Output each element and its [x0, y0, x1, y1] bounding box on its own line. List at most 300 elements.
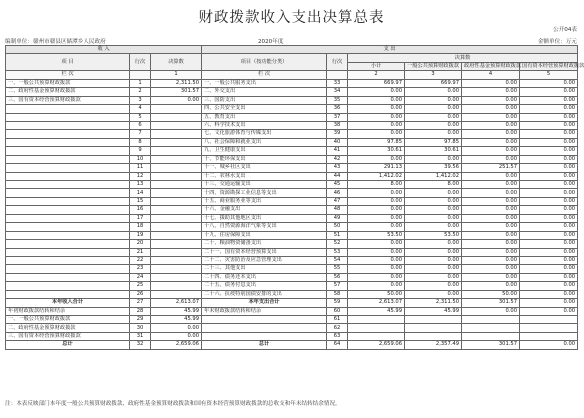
income-amount-cell: 0.00 — [151, 332, 202, 340]
expenditure-seq-cell: 54 — [327, 256, 348, 264]
general-budget-cell: 45.99 — [405, 307, 462, 315]
expenditure-seq-cell: 38 — [327, 121, 348, 129]
table-row — [6, 316, 578, 324]
general-budget-cell: 0.00 — [405, 189, 462, 197]
income-seq-cell: 32 — [130, 341, 151, 349]
state-capital-cell: 0.00 — [520, 214, 578, 222]
subtotal-cell: 0.00 — [348, 96, 405, 104]
col-number-1: 1 — [151, 71, 202, 79]
table-row — [6, 273, 578, 281]
expenditure-item-cell: 二十五、债务付息支出 — [202, 282, 327, 290]
gov-fund-cell: 50.00 — [462, 290, 520, 298]
state-capital-cell: 0.00 — [520, 231, 578, 239]
gov-fund-cell: 0.00 — [462, 256, 520, 264]
state-capital-cell: 0.00 — [520, 265, 578, 273]
subtotal-cell: 669.97 — [348, 79, 405, 87]
subtotal-cell: 0.00 — [348, 240, 405, 248]
income-seq-cell: 27 — [130, 299, 151, 307]
table-row — [6, 265, 578, 273]
expenditure-item-cell: 十二、农林水支出 — [202, 172, 327, 180]
income-amount-cell — [151, 273, 202, 281]
income-amount-cell: 45.99 — [151, 307, 202, 315]
gov-fund-cell: 0.00 — [462, 197, 520, 205]
state-capital-cell: 0.00 — [520, 248, 578, 256]
expenditure-seq-cell: 43 — [327, 164, 348, 172]
general-budget-cell: 39.56 — [405, 164, 462, 172]
general-budget-cell: 0.00 — [405, 197, 462, 205]
income-seq-cell: 9 — [130, 147, 151, 155]
income-seq-cell: 12 — [130, 172, 151, 180]
expenditure-item-cell: 四、公共安全支出 — [202, 105, 327, 113]
income-seq-cell: 5 — [130, 113, 151, 121]
subtotal-cell — [348, 332, 405, 340]
state-capital-cell — [520, 324, 578, 332]
amount-unit: 金额单位：万元 — [537, 39, 577, 45]
table-row — [6, 181, 578, 189]
table-row — [6, 299, 578, 307]
gov-fund-cell: 0.00 — [462, 214, 520, 222]
income-amount-cell: 2,311.50 — [151, 79, 202, 87]
income-amount-cell — [151, 214, 202, 222]
income-item-cell — [6, 197, 130, 205]
income-seq-cell: 7 — [130, 130, 151, 138]
gov-fund-cell: 0.00 — [462, 223, 520, 231]
income-amount-cell — [151, 282, 202, 290]
income-item-cell: 年初财政拨款结转和结余 — [6, 307, 130, 315]
income-item-cell — [6, 273, 130, 281]
income-amount-cell — [151, 223, 202, 231]
general-budget-cell: 0.00 — [405, 130, 462, 138]
gov-fund-cell: 0.00 — [462, 265, 520, 273]
income-item-cell — [6, 121, 130, 129]
expenditure-seq-cell: 48 — [327, 206, 348, 214]
table-row — [6, 147, 578, 155]
table-row — [6, 290, 578, 298]
expenditure-item-cell: 年末财政拨款结转和结余 — [202, 307, 327, 315]
income-amount-cell — [151, 147, 202, 155]
income-seq-cell: 10 — [130, 155, 151, 163]
subtotal-cell — [348, 324, 405, 332]
expenditure-item-cell: 五、教育支出 — [202, 113, 327, 121]
general-budget-cell — [405, 316, 462, 324]
table-row — [6, 256, 578, 264]
state-capital-cell: 0.00 — [520, 130, 578, 138]
subtotal-cell: 0.00 — [348, 121, 405, 129]
table-row — [6, 138, 578, 146]
expenditure-item-cell: 二十六、抗疫特别国债安排的支出 — [202, 290, 327, 298]
gov-fund-cell: 0.00 — [462, 96, 520, 104]
income-item-cell — [6, 240, 130, 248]
gov-fund-cell: 0.00 — [462, 240, 520, 248]
income-item-cell — [6, 214, 130, 222]
subtotal-cell: 53.50 — [348, 231, 405, 239]
fiscal-year: 2020年度 — [258, 39, 284, 45]
general-budget-cell: 0.00 — [405, 223, 462, 231]
expenditure-seq-cell: 61 — [327, 316, 348, 324]
expenditure-seq-cell: 51 — [327, 231, 348, 239]
gov-fund-cell — [462, 332, 520, 340]
general-budget-cell: 0.00 — [405, 290, 462, 298]
income-seq-cell: 11 — [130, 164, 151, 172]
expenditure-seq-cell: 42 — [327, 155, 348, 163]
state-capital-cell: 0.00 — [520, 155, 578, 163]
expenditure-item-cell: 十三、交通运输支出 — [202, 181, 327, 189]
income-item-cell — [6, 164, 130, 172]
table-row — [6, 79, 578, 87]
income-seq-cell: 6 — [130, 121, 151, 129]
expenditure-item-cell: 七、文化旅游体育与传媒支出 — [202, 130, 327, 138]
general-budget-cell: 669.97 — [405, 79, 462, 87]
expenditure-seq-cell: 33 — [327, 79, 348, 87]
expenditure-item-cell: 十七、援助其他地区支出 — [202, 214, 327, 222]
state-capital-cell: 0.00 — [520, 147, 578, 155]
gov-fund-cell: 251.57 — [462, 164, 520, 172]
income-item-cell — [6, 265, 130, 273]
expenditure-seq-cell: 36 — [327, 105, 348, 113]
footnote: 注：本表反映部门本年度一般公共预算财政拨款、政府性基金预算财政拨款和国有资本经营预算财政拨款的总收支和年末结转结余情况。 — [5, 401, 341, 407]
income-item-cell: 三、国有资本经营预算财政拨款 — [6, 96, 130, 104]
expenditure-seq-cell: 37 — [327, 113, 348, 121]
expenditure-seq-cell: 47 — [327, 197, 348, 205]
income-amount-cell — [151, 189, 202, 197]
col-label-right: 栏 次 — [202, 71, 327, 79]
income-item-cell: 总计 — [6, 341, 130, 349]
table-row — [6, 206, 578, 214]
expenditure-item-cell: 六、科学技术支出 — [202, 121, 327, 129]
expenditure-item-cell: 一、一般公共服务支出 — [202, 79, 327, 87]
gov-fund-cell: 0.00 — [462, 307, 520, 315]
income-seq-cell: 26 — [130, 290, 151, 298]
state-capital-cell: 0.00 — [520, 282, 578, 290]
income-seq-cell: 29 — [130, 316, 151, 324]
income-item-cell — [6, 155, 130, 163]
gov-fund-cell — [462, 316, 520, 324]
income-seq-cell: 24 — [130, 273, 151, 281]
general-budget-cell: 0.00 — [405, 256, 462, 264]
expenditure-seq-cell: 59 — [327, 299, 348, 307]
expenditure-seq-cell: 63 — [327, 332, 348, 340]
income-seq-cell: 4 — [130, 105, 151, 113]
income-seq-cell: 13 — [130, 181, 151, 189]
gov-fund-cell: 0.00 — [462, 155, 520, 163]
expenditure-item-cell: 十六、金融支出 — [202, 206, 327, 214]
income-amount-cell — [151, 240, 202, 248]
subtotal-cell: 0.00 — [348, 248, 405, 256]
income-seq-header: 行次 — [130, 54, 151, 71]
gov-fund-cell: 0.00 — [462, 88, 520, 96]
subtotal-header: 小计 — [348, 62, 405, 70]
expenditure-item-cell: 十五、商业服务业等支出 — [202, 197, 327, 205]
expenditure-seq-cell: 62 — [327, 324, 348, 332]
table-row — [6, 223, 578, 231]
gov-fund-cell: 0.00 — [462, 138, 520, 146]
table-row — [6, 231, 578, 239]
gov-fund-cell: 0.00 — [462, 130, 520, 138]
income-item-cell — [6, 206, 130, 214]
expenditure-seq-cell: 44 — [327, 172, 348, 180]
state-capital-cell: 0.00 — [520, 223, 578, 231]
income-item-cell: 二、政府性基金预算财政拨款 — [6, 324, 130, 332]
general-budget-cell: 0.00 — [405, 88, 462, 96]
expenditure-item-cell: 十一、城乡社区支出 — [202, 164, 327, 172]
income-amount-cell — [151, 113, 202, 121]
table-row — [6, 88, 578, 96]
expenditure-section-header: 支 出 — [202, 46, 578, 54]
subtotal-cell: 0.00 — [348, 189, 405, 197]
income-seq-cell: 2 — [130, 88, 151, 96]
income-seq-cell: 23 — [130, 265, 151, 273]
expenditure-item-cell: 三、国防支出 — [202, 96, 327, 104]
general-budget-cell: 0.00 — [405, 282, 462, 290]
subtotal-cell — [348, 316, 405, 324]
col-number-5: 5 — [520, 71, 578, 79]
expenditure-seq-cell: 41 — [327, 147, 348, 155]
expenditure-item-cell: 二十、粮油物资储备支出 — [202, 240, 327, 248]
expenditure-item-cell: 十四、资源勘探工业信息等支出 — [202, 189, 327, 197]
general-budget-cell: 0.00 — [405, 265, 462, 273]
state-capital-cell: 0.00 — [520, 138, 578, 146]
expenditure-item-cell: 二十四、债务还本支出 — [202, 273, 327, 281]
general-budget-header: 一般公共预算财政拨款 — [405, 62, 462, 70]
expenditure-item-header: 项目（按功能分类） — [202, 54, 327, 71]
table-row — [6, 96, 578, 104]
expenditure-item-cell: 二十二、灾害防治及应急管理支出 — [202, 256, 327, 264]
expenditure-seq-cell: 60 — [327, 307, 348, 315]
subtotal-cell: 97.85 — [348, 138, 405, 146]
state-capital-cell: 0.00 — [520, 113, 578, 121]
income-amount-cell: 0.00 — [151, 96, 202, 104]
income-amount-cell — [151, 256, 202, 264]
table-row — [6, 307, 578, 315]
income-seq-cell: 8 — [130, 138, 151, 146]
expenditure-seq-cell: 58 — [327, 290, 348, 298]
general-budget-cell — [405, 324, 462, 332]
state-capital-cell: 0.00 — [520, 299, 578, 307]
state-capital-cell: 0.00 — [520, 273, 578, 281]
income-amount-cell — [151, 172, 202, 180]
gov-fund-cell: 0.00 — [462, 147, 520, 155]
expenditure-item-cell: 十九、住房保障支出 — [202, 231, 327, 239]
table-row — [6, 332, 578, 340]
income-item-cell — [6, 147, 130, 155]
table-row — [6, 155, 578, 163]
income-amount-cell: 2,613.07 — [151, 299, 202, 307]
income-amount-cell — [151, 105, 202, 113]
income-amount-cell — [151, 265, 202, 273]
gov-fund-cell: 0.00 — [462, 113, 520, 121]
income-amount-cell — [151, 197, 202, 205]
income-item-cell — [6, 113, 130, 121]
gov-fund-cell: 301.57 — [462, 299, 520, 307]
income-seq-cell: 21 — [130, 248, 151, 256]
income-amount-cell — [151, 121, 202, 129]
general-budget-cell: 0.00 — [405, 96, 462, 104]
income-item-cell — [6, 130, 130, 138]
income-item-cell: 二、政府性基金预算财政拨款 — [6, 88, 130, 96]
expenditure-item-cell: 十、节能环保支出 — [202, 155, 327, 163]
table-row — [6, 164, 578, 172]
income-seq-cell: 3 — [130, 96, 151, 104]
table-row — [6, 121, 578, 129]
general-budget-cell: 0.00 — [405, 248, 462, 256]
income-item-header: 项 目 — [6, 54, 130, 71]
report-title: 财政拨款收入支出决算总表 — [198, 10, 385, 26]
general-budget-cell: 8.00 — [405, 181, 462, 189]
income-amount-cell — [151, 290, 202, 298]
general-budget-cell: 97.85 — [405, 138, 462, 146]
expenditure-item-cell: 九、卫生健康支出 — [202, 147, 327, 155]
state-capital-cell: 0.00 — [520, 197, 578, 205]
subtotal-cell: 0.00 — [348, 130, 405, 138]
expenditure-item-cell: 本年支出合计 — [202, 299, 327, 307]
income-item-cell — [6, 105, 130, 113]
subtotal-cell: 0.00 — [348, 282, 405, 290]
income-amount-cell: 2,659.06 — [151, 341, 202, 349]
expenditure-seq-cell: 39 — [327, 130, 348, 138]
table-row — [6, 214, 578, 222]
col-number-2: 2 — [348, 71, 405, 79]
expenditure-seq-cell: 35 — [327, 96, 348, 104]
income-item-cell — [6, 223, 130, 231]
income-amount-cell — [151, 138, 202, 146]
state-capital-cell: 0.00 — [520, 341, 578, 349]
income-amount-cell — [151, 155, 202, 163]
income-seq-cell: 19 — [130, 231, 151, 239]
income-item-cell — [6, 189, 130, 197]
income-amount-cell: 0.00 — [151, 324, 202, 332]
table-row — [6, 240, 578, 248]
expenditure-item-cell: 总计 — [202, 341, 327, 349]
state-capital-cell: 0.00 — [520, 121, 578, 129]
table-row — [6, 248, 578, 256]
expenditure-seq-header: 行次 — [327, 54, 348, 71]
subtotal-cell: 0.00 — [348, 206, 405, 214]
expenditure-seq-cell: 34 — [327, 88, 348, 96]
expenditure-seq-cell: 52 — [327, 240, 348, 248]
income-item-cell — [6, 248, 130, 256]
state-capital-cell: 0.00 — [520, 189, 578, 197]
state-capital-cell: 0.00 — [520, 307, 578, 315]
income-seq-cell: 22 — [130, 256, 151, 264]
subtotal-cell: 0.00 — [348, 214, 405, 222]
state-capital-cell: 0.00 — [520, 172, 578, 180]
expenditure-seq-cell: 49 — [327, 214, 348, 222]
income-amount-cell — [151, 206, 202, 214]
income-amount-cell — [151, 164, 202, 172]
expenditure-seq-cell: 53 — [327, 248, 348, 256]
state-capital-cell: 0.00 — [520, 206, 578, 214]
expenditure-item-cell: 二十三、其他支出 — [202, 265, 327, 273]
table-row — [6, 172, 578, 180]
form-code: 公开04表 — [553, 27, 577, 33]
gov-fund-cell: 0.00 — [462, 172, 520, 180]
general-budget-cell: 0.00 — [405, 206, 462, 214]
subtotal-cell: 291.13 — [348, 164, 405, 172]
budget-summary-table — [5, 45, 584, 350]
expenditure-seq-cell: 46 — [327, 189, 348, 197]
state-capital-cell — [520, 316, 578, 324]
income-section-header: 收 入 — [6, 46, 202, 54]
income-item-cell: 一、一般公共预算财政拨款 — [6, 79, 130, 87]
income-seq-cell: 14 — [130, 189, 151, 197]
subtotal-cell: 1,412.02 — [348, 172, 405, 180]
income-item-cell: 三、国有资本经营预算财政拨款 — [6, 332, 130, 340]
table-row — [6, 341, 578, 349]
gov-fund-cell: 0.00 — [462, 282, 520, 290]
general-budget-cell: 0.00 — [405, 155, 462, 163]
gov-fund-cell: 0.00 — [462, 121, 520, 129]
general-budget-cell: 0.00 — [405, 214, 462, 222]
state-capital-cell: 0.00 — [520, 240, 578, 248]
expenditure-item-cell — [202, 316, 327, 324]
subtotal-cell: 0.00 — [348, 88, 405, 96]
income-seq-cell: 20 — [130, 240, 151, 248]
expenditure-seq-cell: 45 — [327, 181, 348, 189]
income-amount-cell — [151, 248, 202, 256]
gov-fund-cell: 301.57 — [462, 341, 520, 349]
expenditure-item-cell — [202, 332, 327, 340]
subtotal-cell: 30.61 — [348, 147, 405, 155]
income-seq-cell: 18 — [130, 223, 151, 231]
subtotal-cell: 0.00 — [348, 113, 405, 121]
gov-fund-cell — [462, 324, 520, 332]
subtotal-cell: 0.00 — [348, 273, 405, 281]
table-row — [6, 130, 578, 138]
subtotal-cell: 0.00 — [348, 197, 405, 205]
general-budget-cell: 0.00 — [405, 113, 462, 121]
subtotal-cell: 0.00 — [348, 105, 405, 113]
table-row — [6, 324, 578, 332]
general-budget-cell: 2,311.50 — [405, 299, 462, 307]
income-item-cell — [6, 181, 130, 189]
income-seq-cell: 28 — [130, 307, 151, 315]
state-capital-cell: 0.00 — [520, 181, 578, 189]
gov-fund-cell: 0.00 — [462, 231, 520, 239]
general-budget-cell: 30.61 — [405, 147, 462, 155]
gov-fund-cell: 0.00 — [462, 79, 520, 87]
gov-fund-cell: 0.00 — [462, 181, 520, 189]
col-label-left: 栏 次 — [6, 71, 130, 79]
income-seq-cell: 17 — [130, 214, 151, 222]
gov-fund-cell: 0.00 — [462, 273, 520, 281]
table-row — [6, 105, 578, 113]
expenditure-seq-cell: 50 — [327, 223, 348, 231]
expenditure-seq-cell: 64 — [327, 341, 348, 349]
income-item-cell — [6, 282, 130, 290]
general-budget-cell: 2,357.49 — [405, 341, 462, 349]
expenditure-seq-cell: 57 — [327, 282, 348, 290]
income-item-cell — [6, 138, 130, 146]
subtotal-cell: 0.00 — [348, 223, 405, 231]
expenditure-item-cell: 十八、自然资源海洋气象等支出 — [202, 223, 327, 231]
state-capital-cell: 0.00 — [520, 79, 578, 87]
income-amount-cell: 45.99 — [151, 316, 202, 324]
state-capital-cell: 0.00 — [520, 164, 578, 172]
subtotal-cell: 8.00 — [348, 181, 405, 189]
subtotal-cell: 50.00 — [348, 290, 405, 298]
state-capital-cell: 0.00 — [520, 88, 578, 96]
expenditure-seq-cell: 56 — [327, 273, 348, 281]
income-item-cell — [6, 172, 130, 180]
income-seq-cell: 30 — [130, 324, 151, 332]
subtotal-cell: 45.99 — [348, 307, 405, 315]
state-capital-header: 国有资本经营预算财政拨款 — [520, 62, 578, 70]
table-row — [6, 189, 578, 197]
subtotal-cell: 0.00 — [348, 256, 405, 264]
income-item-cell — [6, 256, 130, 264]
gov-fund-header: 政府性基金预算财政拨款 — [462, 62, 520, 70]
income-item-cell — [6, 231, 130, 239]
